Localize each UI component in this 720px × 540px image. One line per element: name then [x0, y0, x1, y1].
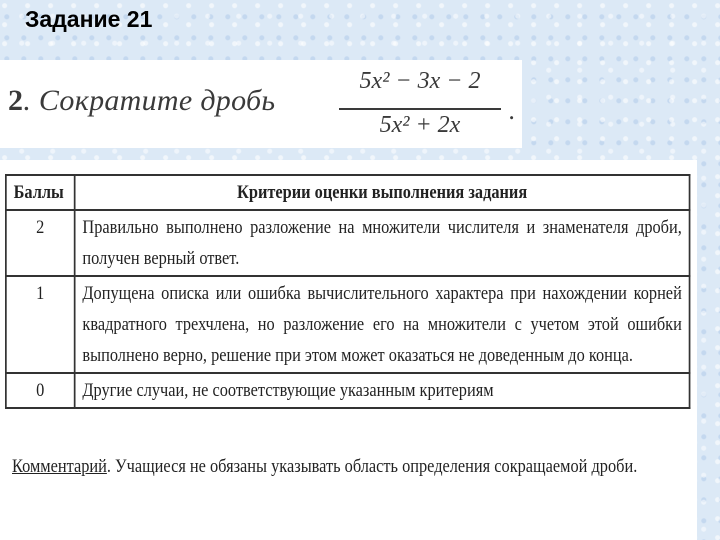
criteria-table — [5, 174, 690, 409]
row-criteria: Допущена описка или ошибка вычислительного характера при нахождении корней квадратного трехчлена, но разложение его на множители с учетом этой ошибки выполнено верно, решение при этом может оказаться не доведенным до конца. — [75, 276, 690, 373]
task-statement — [8, 84, 275, 118]
row-score: 2 — [6, 210, 75, 276]
task-number: 2 — [8, 84, 24, 117]
table-row — [6, 276, 690, 373]
slide-title: Задание 21 — [25, 6, 153, 32]
fraction-numerator: 5x² − 3x − 2 — [359, 68, 481, 94]
header-criteria: Критерии оценки выполнения задания — [75, 175, 690, 210]
fraction — [335, 68, 516, 144]
criteria-document — [0, 160, 697, 540]
row-criteria: Другие случаи, не соответствующие указанным критериям — [75, 373, 690, 408]
table-row — [6, 373, 690, 408]
header-score: Баллы — [6, 175, 75, 210]
comment-text: . Учащиеся не обязаны указывать область определения сокращаемой дроби. — [106, 456, 638, 477]
table-row — [6, 210, 690, 276]
row-score: 0 — [6, 373, 75, 408]
task-panel — [0, 60, 522, 148]
task-text: Сократите дробь — [38, 84, 276, 117]
fraction-bar — [339, 108, 501, 110]
comment — [12, 451, 691, 482]
row-criteria: Правильно выполнено разложение на множители числителя и знаменателя дроби, получен верный ответ. — [75, 210, 690, 276]
fraction-denominator: 5x² + 2x — [379, 112, 461, 138]
table-header-row — [6, 175, 690, 210]
comment-label: Комментарий — [12, 456, 107, 477]
task-dot: . — [23, 84, 39, 117]
row-score: 1 — [6, 276, 75, 373]
fraction-period: . — [509, 96, 516, 125]
